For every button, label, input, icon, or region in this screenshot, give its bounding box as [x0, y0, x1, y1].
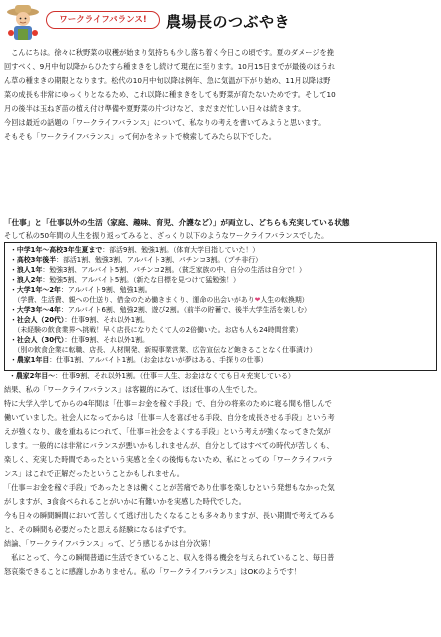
- timeline-item: ・大学3年～4年：アルバイト6割、勉強2割、遊び2割。（前半の貯蓄で、後半大学生活を楽しむ）: [10, 306, 311, 314]
- intro-line: 菜の成長も非常にゆっくりとなるため、これ以降に種まきをしても野菜が育たないためです。そして10: [4, 90, 336, 99]
- body-line: 「仕事＝お金を稼ぐ手段」であったときは働くことが苦痛であり仕事を楽しむという発想もなかった気: [4, 483, 335, 492]
- body-line: と、その瞬間も必要だったと思える経験になるはずです。: [4, 525, 191, 534]
- timeline-box: [4, 242, 437, 371]
- timeline-item: （別の飲食企業に転職、店長、人材開発、新規事業営業、広告宣伝など飽きることなく仕事漬け）: [10, 346, 317, 354]
- definition: 「仕事」と「仕事以外の生活（家庭、趣味、育児、介護など）」が両立し、どちらも充実している状態: [4, 218, 350, 227]
- farmer-icon: [6, 3, 40, 43]
- timeline-item: （学費、生活費、親への仕送り、借金のため働きまくり、運命の出会いがあり❤人生の転換期）: [10, 296, 309, 304]
- timeline-item: （未経験の飲食業界へ挑戦！早く店長になりたくて人の2倍働いた。お店も人も24時間営業）: [10, 326, 303, 334]
- body-line: 特に大学入学してからの4年間は「仕事＝お金を稼ぐ手段」で、自分の将来のために寝る間も惜しんで: [4, 399, 332, 408]
- timeline-item: ・農家2年目～：仕事9割、それ以外1割。（仕事＝人生、お金はなくても日々充実している）: [9, 372, 295, 380]
- body-line: ンス」はこれで正解だったということかもしれません。: [4, 469, 184, 478]
- timeline-item: ・浪人1年：勉強3割、アルバイト5割、パチンコ2割。（貧乏家族の中、自分の生活は自分で！）: [10, 266, 306, 274]
- body-line: 結果、私の「ワークライフバランス」は客観的にみて、ほぼ仕事の人生でした。: [4, 385, 262, 394]
- body-line: します。一般的には非常にバランスが悪いかもしれませんが、自分としてはすべての時代が苦しくも、: [4, 441, 334, 450]
- body-line: 怒哀楽できることに感謝しかありません。私の「ワークライフバランス」はOKのようです！: [4, 567, 302, 576]
- timeline-item: ・高校3年後半：部活1割、勉強3割、アルバイト3割、パチンコ3割。（プチ非行）: [10, 256, 263, 264]
- timeline-item: ・浪人2年：勉強5割、アルバイト5割。（新たな目標を見つけて猛勉強！）: [10, 276, 240, 284]
- intro-line: 月の後半は玉ねぎ苗の植え付け準備や夏野菜の片づけなど、まだまだ忙しい日々は続きます。: [4, 104, 306, 113]
- intro-line: 回すべく、9月中旬以降からひたすら種まきをし続けて現在に至ります。10月15日までが最後のほうれ: [4, 62, 336, 71]
- intro-line: こんにちは。徐々に秋野菜の収穫が始まり気持ちも少し落ち着く今日この頃です。夏のダメージを挽: [4, 48, 334, 57]
- timeline-item: ・中学1年～高校3年生夏まで：部活9割、勉強1割。（体育大学目指していた！）: [10, 246, 260, 254]
- body-line: 結論、「ワークライフバランス」って、どう感じるかは自分次第！: [4, 539, 215, 548]
- body-line: 私にとって、今この瞬間普通に生活できていること、収入を得る機会を与えられていること、毎日普: [4, 553, 335, 562]
- page-title: 農場長のつぶやき: [166, 13, 291, 31]
- header: [0, 0, 441, 44]
- wlb-badge: ワークライフバランス!: [46, 11, 160, 29]
- intro-line: 今回は最近の話題の「ワークライフバランス」について、私なりの考えを書いてみようと思います。: [4, 118, 326, 127]
- body-line: えが強くなり、歳を重ねるにつれて、「仕事＝社会をよくする手段」という考えが強くなってきた気が: [4, 427, 331, 436]
- body-line: 働いていました。社会人になってからは「仕事＝人を喜ばせる手段、自分を成長させる手段」という考: [4, 413, 335, 422]
- heart-icon: ❤: [254, 296, 261, 304]
- intro-line: ん草の種まきの期限となります。松代の10月中旬以降は例年、急に気温が下がり始め、11月以降は野: [4, 76, 331, 85]
- timeline-item: ・農家1年目：仕事1割、アルバイト1割。（お金はないが夢はある、手探りの仕事）: [10, 356, 268, 364]
- body-line: 楽しく、充実した時間であったという実感と全くの後悔もないため、私にとっての「ワークライフバラ: [4, 455, 333, 464]
- lead-text: そして私の50年間の人生を振り返ってみると、ざっくり以下のようなワークライフバランスでした。: [4, 231, 329, 240]
- body-line: がしますが、3食食べられることがいかに有難いかを実感した時代でした。: [4, 497, 246, 506]
- body-line: 今も日々の瞬間瞬間において苦しくて逃げ出したくなることも多々ありますが、長い期間で考えてみる: [4, 511, 335, 520]
- intro-line: そもそも「ワークライフバランス」って何かをネットで検索してみたら以下でした。: [4, 132, 276, 141]
- timeline-item: ・社会人（20代）：仕事9割、それ以外1割。: [10, 316, 149, 324]
- timeline-item: ・大学1年～2年：アルバイト9割、勉強1割。: [10, 286, 152, 294]
- timeline-item: ・社会人（30代）：仕事9割、それ以外1割。: [10, 336, 149, 344]
